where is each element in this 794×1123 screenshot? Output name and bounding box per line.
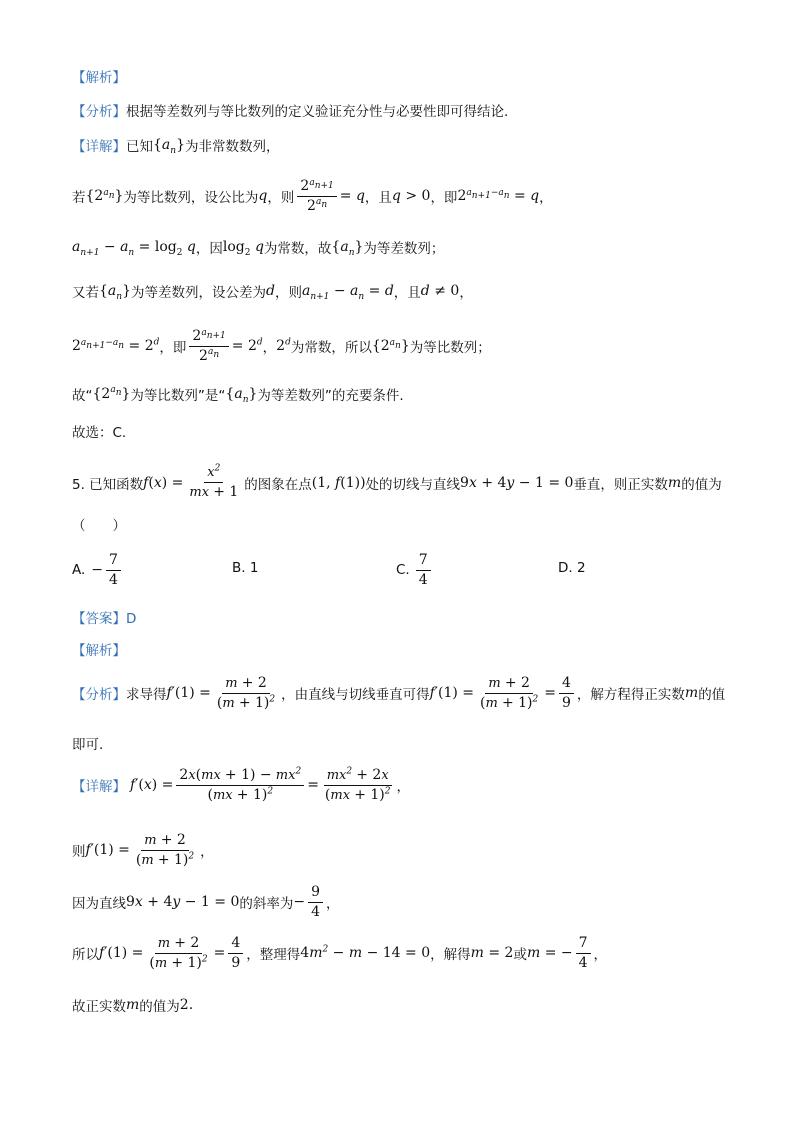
formula: $\{a_n\}$ — [99, 283, 131, 302]
text: ，且 — [393, 285, 421, 301]
fraction: $\frac{m + 2}{(m + 1)^2}$ — [149, 935, 208, 971]
fraction: $\frac{2^{a_{n+1}}}{2^{a_n}}$ — [297, 178, 336, 215]
text: C. — [396, 562, 410, 579]
answer-line — [72, 607, 136, 627]
text: 故“ — [72, 388, 93, 404]
fraction: $\frac{4}{9}$ — [228, 935, 243, 972]
text: 2. — [179, 997, 194, 1013]
text: ，整理得 — [246, 947, 301, 964]
text: （ ） — [72, 518, 126, 534]
text: 所以 — [72, 947, 99, 964]
detail-line-4 — [72, 281, 473, 301]
option-c[interactable] — [396, 552, 434, 589]
formula: $\{2^{a_n}\}$ — [92, 385, 131, 402]
formula: − — [293, 894, 306, 911]
fraction: $\frac{mx^2 + 2x}{(mx + 1)^2}$ — [324, 766, 391, 803]
fraction: $\frac{7}{4}$ — [576, 935, 591, 972]
option-a[interactable] — [72, 552, 124, 589]
formula: 9x + 4y − 1 = 0 — [126, 894, 240, 911]
fraction: $\frac{x^2}{mx + 1}$ — [189, 463, 239, 500]
formula: m — [667, 474, 682, 491]
text: 的值为 — [139, 999, 180, 1015]
xiangjie-tag: 【详解】 — [72, 779, 126, 796]
text: 或 — [513, 947, 527, 964]
detail-line-2 — [72, 178, 553, 215]
formula: = $2^d$ — [231, 337, 263, 355]
text: 为常数，故 — [263, 241, 332, 257]
text: 若 — [72, 190, 86, 207]
text: 为常数，所以 — [290, 340, 372, 357]
text: ， — [539, 190, 553, 207]
fraction: $\frac{4}{9}$ — [559, 675, 574, 712]
text: 的图象在点 — [244, 476, 312, 493]
fenxi-line — [72, 100, 508, 120]
formula: m = 2 — [470, 945, 514, 962]
question-5-paren — [72, 514, 126, 534]
text: ， — [396, 779, 410, 796]
fraction: $\frac{2^{a_{n+1}}}{2^{a_n}}$ — [189, 328, 228, 365]
fenxi-line-q5-cont — [72, 733, 103, 753]
text: 垂直，则正实数 — [573, 476, 668, 493]
q5-detail-line-3 — [72, 884, 340, 921]
text: ，则 — [274, 285, 302, 301]
analysis-heading — [72, 66, 126, 86]
text: 故选：C. — [72, 425, 127, 441]
text: A. — [72, 562, 86, 579]
formula: $4m^2 - m - 14 = 0$ — [300, 944, 431, 962]
text: 为等差数列，设公差为 — [131, 285, 266, 301]
text: ， — [200, 844, 214, 861]
text: ，且 — [364, 190, 392, 207]
text: 为非常数数列， — [185, 139, 280, 155]
option-d[interactable] — [558, 560, 586, 576]
answer-tag: 【答案】D — [72, 611, 137, 627]
text: 为等比数列； — [409, 340, 491, 357]
text: ，即 — [159, 340, 187, 357]
fraction: $\frac{m + 2}{(m + 1)^2}$ — [480, 675, 539, 711]
formula: = — [544, 685, 556, 702]
formula: = — [213, 945, 226, 962]
analysis-tag: 【解析】 — [72, 643, 126, 659]
option-b[interactable] — [232, 560, 258, 576]
xiangjie-tag: 【详解】 — [72, 139, 126, 155]
formula: q — [258, 188, 268, 205]
formula: 2$^d$ — [276, 337, 291, 355]
text: 因为直线 — [72, 896, 126, 913]
formula: $\{2^{a_n}\}$ — [371, 337, 410, 355]
fraction: $\frac{2x(mx + 1) - mx^2}{(mx + 1)^2}$ — [176, 767, 304, 804]
text: 又若 — [72, 285, 99, 301]
formula: f′(x) = — [130, 777, 174, 794]
fenxi-tag: 【分析】 — [72, 104, 126, 120]
text: 故正实数 — [72, 999, 126, 1015]
text: 为等差数列； — [363, 241, 445, 257]
formula: f′(1) = — [166, 685, 211, 702]
formula: d ≠ 0 — [420, 283, 460, 299]
text: ，解得 — [430, 947, 471, 964]
formula: $\{2^{a_n}\}$ — [85, 187, 124, 205]
fenxi-tag: 【分析】 — [72, 687, 126, 704]
formula: $\{a_n\}$ — [331, 239, 364, 258]
fraction: $\frac{m + 2}{(m + 1)^2}$ — [135, 832, 195, 868]
text: 的值为 — [681, 476, 722, 493]
detail-line-5 — [72, 328, 491, 365]
text: 处的切线与直线 — [365, 476, 461, 493]
text: 为等比数列，设公比为 — [123, 190, 259, 207]
text: ， — [326, 896, 340, 913]
text: 为等差数列”的充要条件. — [257, 388, 404, 404]
formula: $\{a_n\}$ — [153, 137, 185, 156]
fenxi-text: 根据等差数列与等比数列的定义验证充分性与必要性即可得结论. — [126, 104, 509, 120]
formula: (1, f(1)) — [311, 474, 366, 491]
text: ，即 — [430, 190, 458, 207]
text: ，解方程得正实数 — [576, 687, 685, 704]
fraction: $\frac{7}{4}$ — [106, 552, 121, 589]
formula: q > 0 — [391, 188, 431, 205]
formula: f′(1) = — [85, 842, 130, 859]
q5-detail-line-1 — [72, 767, 410, 804]
formula: f(x) = — [143, 474, 184, 491]
text: 为等比数列”是“ — [130, 388, 226, 404]
detail-line-6 — [72, 384, 404, 404]
text: ，由直线与切线垂直可得 — [281, 687, 430, 704]
formula: $2^{a_{n+1}-a_n} = 2^d$ — [72, 337, 160, 355]
fraction: $\frac{9}{4}$ — [308, 884, 323, 921]
formula: = — [307, 777, 319, 794]
formula: $\log_2 q$ — [222, 239, 264, 258]
text: ， — [262, 340, 277, 357]
formula: f′(1) = — [429, 685, 475, 702]
options-row — [72, 552, 722, 588]
text: B. 1 — [232, 560, 259, 576]
q5-detail-line-2 — [72, 832, 214, 869]
detail-line-3 — [72, 237, 444, 257]
formula: m — [684, 685, 699, 702]
detail-line-7 — [72, 421, 126, 441]
text: 5. 已知函数 — [72, 476, 144, 493]
q5-detail-line-4 — [72, 935, 607, 972]
formula: = q — [339, 188, 365, 205]
q5-detail-line-5 — [72, 995, 193, 1015]
text: ， — [593, 947, 608, 964]
text: 已知 — [126, 139, 153, 155]
formula: f′(1) = — [99, 945, 144, 962]
fenxi-line-q5 — [72, 675, 725, 712]
question-5 — [72, 465, 722, 500]
text: ，因 — [195, 241, 223, 257]
formula: 9x + 4y − 1 = 0 — [460, 474, 574, 491]
formula: $a_{n+1} - a_n = \log_2 q$ — [72, 239, 196, 258]
analysis-heading-2 — [72, 639, 126, 659]
formula: m — [126, 997, 140, 1013]
text: ， — [459, 285, 473, 301]
formula: m = − — [526, 945, 573, 962]
fraction: $\frac{m + 2}{(m + 1)^2}$ — [216, 675, 276, 711]
text: D. 2 — [558, 560, 586, 576]
formula: $\{a_n\}$ — [225, 386, 258, 405]
text: 即可. — [72, 737, 104, 753]
text: ，则 — [267, 190, 295, 207]
text: 求导得 — [126, 687, 167, 704]
formula: $2^{a_{n+1}-a_n} = q$ — [457, 187, 540, 205]
text: 的斜率为 — [239, 896, 294, 913]
detail-line-1 — [72, 135, 280, 155]
analysis-tag: 【解析】 — [72, 70, 126, 86]
formula: d — [266, 283, 275, 299]
fraction: $\frac{7}{4}$ — [416, 552, 431, 589]
formula: $a_{n+1} - a_n = d$ — [301, 283, 394, 302]
formula: − — [91, 562, 104, 579]
text: 则 — [72, 844, 86, 861]
text: 的值 — [698, 687, 726, 704]
